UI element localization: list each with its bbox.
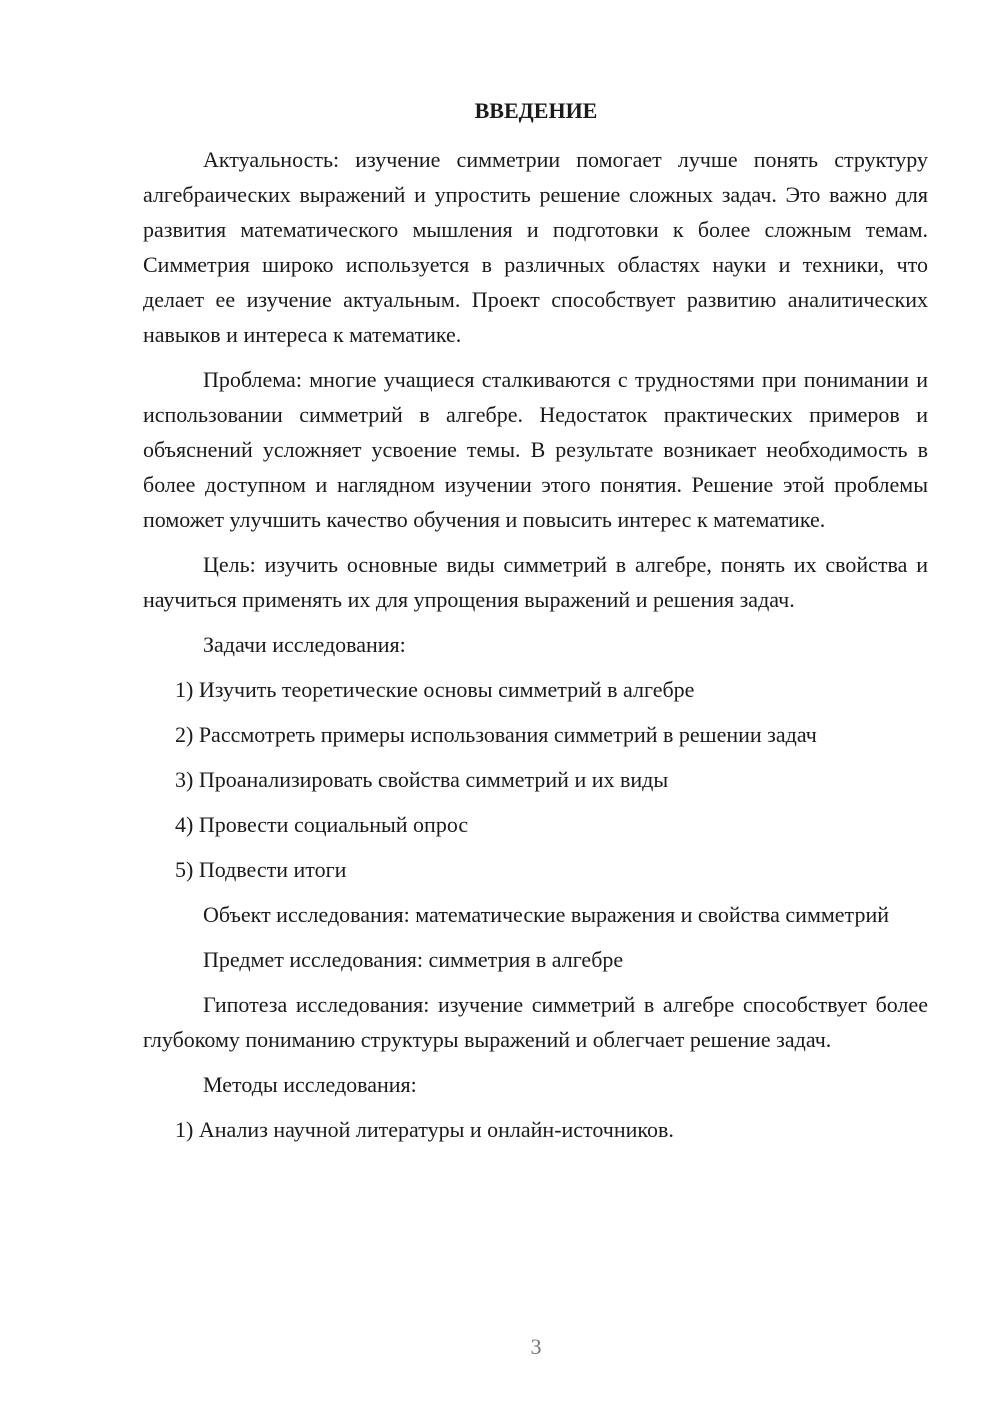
task-item: 1) Изучить теоретические основы симметрий в алгебре — [175, 677, 695, 702]
relevance-paragraph: Актуальность: изучение симметрии помогает лучше понять структуру алгебраических выражений и упростить решение сложных задач. Это важно для развития математического мышления и подготовки к более сложным темам. Симметрия широко используется в различных областях науки и техники, что делает ее изучение актуальным. Проект способствует развитию аналитических навыков и интереса к математике. — [143, 147, 928, 347]
task-item: 3) Проанализировать свойства симметрий и их виды — [175, 767, 669, 792]
problem-paragraph: Проблема: многие учащиеся сталкиваются с трудностями при понимании и использовании симметрий в алгебре. Недостаток практических примеров и объяснений усложняет усвоение темы. В результате возникает необходимость в более доступном и наглядном изучении этого понятия. Решение этой проблемы поможет улучшить качество обучения и повысить интерес к математике. — [143, 367, 928, 532]
object-paragraph: Объект исследования: математические выражения и свойства симметрий — [203, 902, 889, 927]
tasks-heading: Задачи исследования: — [203, 632, 406, 657]
hypothesis-paragraph: Гипотеза исследования: изучение симметрий в алгебре способствует более глубокому пониманию структуры выражений и облегчает решение задач. — [143, 992, 928, 1052]
task-item: 2) Рассмотреть примеры использования симметрий в решении задач — [175, 722, 817, 747]
page-title: ВВЕДЕНИЕ — [474, 98, 598, 123]
page-number: 3 — [530, 1334, 542, 1359]
subject-paragraph: Предмет исследования: симметрия в алгебре — [203, 947, 624, 972]
method-item: 1) Анализ научной литературы и онлайн-источников. — [175, 1117, 674, 1142]
methods-heading: Методы исследования: — [203, 1072, 417, 1097]
goal-paragraph: Цель: изучить основные виды симметрий в алгебре, понять их свойства и научиться применять их для упрощения выражений и решения задач. — [143, 552, 928, 612]
task-item: 4) Провести социальный опрос — [175, 812, 469, 837]
document-body — [143, 142, 928, 1157]
task-item: 5) Подвести итоги — [175, 857, 347, 882]
